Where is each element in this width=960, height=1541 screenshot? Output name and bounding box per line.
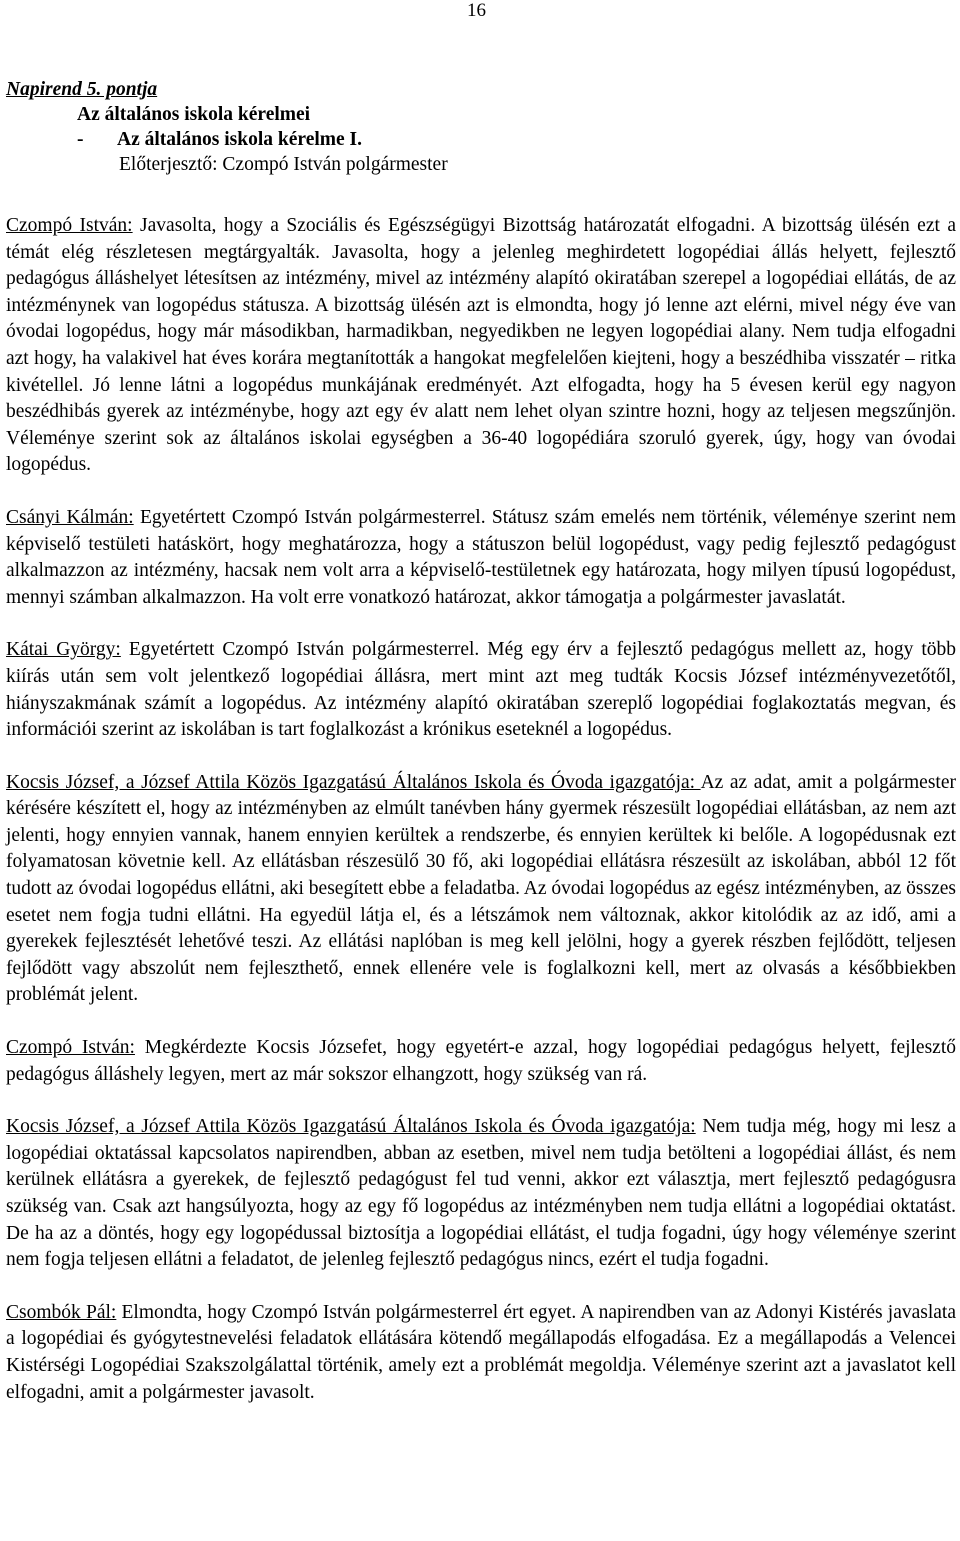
page-number: 16 xyxy=(467,0,486,21)
speaker-name: Czompó István: xyxy=(6,215,133,236)
speech-text: Megkérdezte Kocsis Józsefet, hogy egyetért-e azzal, hogy logopédiai pedagógus helyett, fejlesztő pedagógus álláshely legyen, mert az már sokszor elhangzott, hogy szükség van rá. xyxy=(6,1037,956,1085)
agenda-subtitle xyxy=(6,127,956,152)
speech-text: Elmondta, hogy Czompó István polgármesterrel ért egyet. A napirendben van az Adonyi Kistérés javaslata a logopédiai és gyógytestnevelési feladatok ellátására kötendő megállapodás elfogadása. Ez a megállapodás a Velencei Kistérségi Logopédiai Szakszolgálattal történik, amely ezt a problémát megoldja. Véleménye szerint azt a javaslatot kell elfogadni, amit a polgármester javasolt. xyxy=(6,1301,956,1403)
speaker-paragraph xyxy=(6,213,956,479)
speaker-name: Kocsis József, a József Attila Közös Igazgatású Általános Iskola és Óvoda igazgatója: xyxy=(6,1116,696,1138)
speaker-paragraph xyxy=(6,637,956,743)
speech-text: Az az adat, amit a polgármester kérésére készített el, hogy az intézményben az elmúlt tanévben hány gyermek részesült logopédiai ellátásban, az nem azt jelenti, hogy ennyien vannak, hanem ennyien kerültek a rendszerbe, és ennyien kerültek ki belőle. A logopédusnak ezt folyamatosan követnie kell. Az ellátásban részesülő 30 fő, aki logopédiai ellátásra részesült az iskolában, abból 12 főt tudott az óvodai logopédus ellátni, aki besegített ebbe a feladatba. Az óvodai logopédus az egész intézményben, az összes esetet nem fogja tudni ellátni. Ha egyedül látja el, és a létszámok nem változnak, akkor kitolódik az az idő, ami a gyerekek fejlesztését lehetővé teszi. Az ellátási naplóban is meg kell jelölni, hogy a gyerek részben fejlődött, teljesen fejlődött vagy abszolút nem fejleszthető, ennek ellenére vele is foglalkozni kell, mert az olvasás a későbbiekben problémát jelent. xyxy=(6,771,956,1006)
agenda-header xyxy=(6,77,956,177)
agenda-title: Az általános iskola kérelmei xyxy=(77,104,311,125)
agenda-presenter: Előterjesztő: Czompó István polgármester xyxy=(119,154,448,175)
speaker-name: Czompó István: xyxy=(6,1037,135,1059)
minutes-body xyxy=(6,213,956,1432)
agenda-subtitle-dash: - xyxy=(77,129,84,150)
speaker-name: Csombók Pál: xyxy=(6,1301,117,1323)
agenda-subtitle-text: Az általános iskola kérelme I. xyxy=(117,129,363,150)
speaker-paragraph xyxy=(6,1035,956,1088)
speaker-name: Kocsis József, a József Attila Közös Igazgatású Általános Iskola és Óvoda igazgatója: xyxy=(6,771,701,793)
agenda-item xyxy=(6,77,956,102)
speech-text: Javasolta, hogy a Szociális és Egészségügyi Bizottság határozatát elfogadni. A bizottság ülésén ezt a témát elég részletesen megtárgyalták. Javasolta, hogy a jelenleg meghirdetett logopédiai állás helyett, fejlesztő pedagógus álláshelyet létesítsen az intézmény, mivel az intézmény alapító okiratában szerepel a logopédiai ellátás, de az intézménynek van logopédus státusza. A bizottság ülésén azt is elmondta, hogy jó lenne azt elérni, mivel négy éve van óvodai logopédus, hogy már másodikban, harmadikban, negyedikben ne legyen logopédiai alany. Nem tudja elfogadni azt hogy, ha valakivel hat éves korára megtanították a hangokat megfelelően kiejteni, hogy a beszédhiba visszatér – ritka kivétellel. Jó lenne látni a logopédus munkájának eredményét. Azt elfogadta, hogy ha 5 évesen kerül egy nagyon beszédhibás gyerek az intézménybe, hogy azt egy év alatt nem lehet olyan szintre hozni, hogy az teljesen megszűnjön. Véleménye szerint sok az általános iskolai egységben a 36-40 logopédiára szoruló gyerek, úgy, hogy van óvodai logopédus. xyxy=(6,215,956,476)
agenda-item-label: Napirend 5. pontja xyxy=(6,79,158,100)
speaker-paragraph xyxy=(6,505,956,611)
speech-text: Nem tudja még, hogy mi lesz a logopédiai oktatással kapcsolatos napirendben, abban az esetben, mivel nem tudja betölteni a logopédiai állást, és nem kerülnek ellátásra a gyerekek, de fejlesztő pedagógust fel tud venni, akkor ezt választja, mert fejlesztő pedagógusra szükség van. Csak azt hangsúlyozta, hogy az egy fő logopédus az intézményben nem tudja ellátni a logopédiai oktatást. De ha az a döntés, hogy egy logopédussal biztosítja a logopédiai ellátást, el tudja fogadni, úgy hogy véleménye szerint nem fogja teljesen ellátni a feladatot, de jelenleg fejlesztő pedagógus nincs, ezért el tudja fogadni. xyxy=(6,1116,956,1271)
speaker-paragraph xyxy=(6,1114,956,1274)
speaker-name: Csányi Kálmán: xyxy=(6,506,134,528)
speaker-name: Kátai György: xyxy=(6,639,121,661)
speaker-paragraph xyxy=(6,1300,956,1406)
speaker-paragraph xyxy=(6,770,956,1009)
speech-text: Egyetértett Czompó István polgármesterrel. Még egy érv a fejlesztő pedagógus mellett az, hogy több kiírás után sem volt jelentkező logopédiai állásra, mert mint azt meg tudták Kocsis József intézményvezetőtől, hiányszakmának számít a logopédus. Az intézmény alapító okiratában szereplő logopédiai foglakoztatás megvan, és információi szerint az iskolában is tart foglalkozást a krónikus eseteknél a logopédus. xyxy=(6,639,956,741)
speech-text: Egyetértett Czompó István polgármesterrel. Státusz szám emelés nem történik, véleménye szerint nem képviselő testületi hatáskört, hogy meghatározza, hogy a státuszon belül logopédust, vagy pedig fejlesztő pedagógust alkalmazzon az intézmény, hacsak nem volt arra a képviselő-testületnek egy határozata, hogy milyen típusú logopédust, mennyi számban alkalmazzon. Ha volt erre vonatkozó határozat, akkor támogatja a polgármester javaslatát. xyxy=(6,506,956,608)
